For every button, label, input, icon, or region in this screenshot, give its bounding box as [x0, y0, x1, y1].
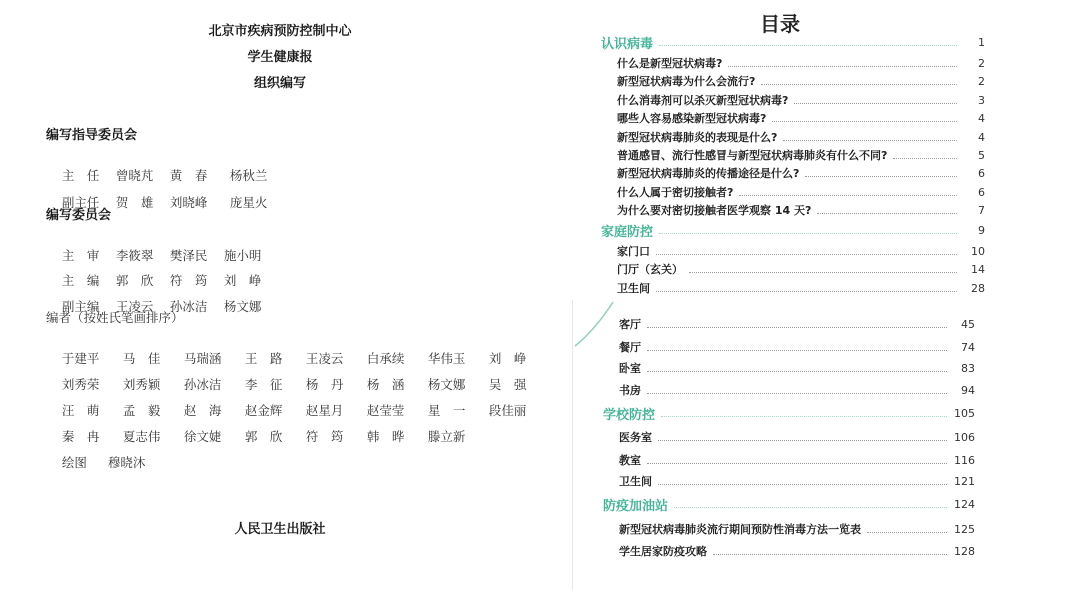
toc-entry-label: 医务室 — [619, 431, 652, 444]
page-divider — [572, 300, 573, 590]
toc-leader-dots — [647, 350, 947, 351]
toc-page-number: 124 — [954, 497, 975, 511]
org-line-1: 北京市疾病预防控制中心 — [208, 24, 352, 39]
toc-entry — [617, 109, 985, 127]
toc-entry-label: 餐厅 — [619, 341, 641, 354]
toc-entry-label: 为什么要对密切接触者医学观察 14 天? — [617, 204, 812, 217]
toc-page-number: 2 — [978, 74, 985, 88]
edit-committee-heading: 编写委员会 — [46, 208, 112, 223]
toc-title: 目录 — [760, 12, 800, 36]
toc-entry-label: 什么消毒剂可以杀灭新型冠状病毒? — [617, 94, 789, 107]
toc-leader-dots — [713, 554, 947, 555]
toc-page-number: 116 — [954, 453, 975, 467]
toc-entry-label: 教室 — [619, 454, 641, 467]
toc-page-number: 4 — [978, 111, 985, 125]
toc-entry-label: 门厅（玄关） — [617, 263, 683, 276]
org-line-2: 学生健康报 — [247, 50, 313, 65]
toc-entry — [619, 472, 975, 490]
toc-leader-dots — [728, 66, 957, 67]
toc-page-number: 10 — [971, 244, 985, 258]
toc-page-number: 128 — [954, 544, 975, 558]
toc-entry — [617, 260, 985, 278]
toc-entry-label: 新型冠状病毒肺炎的表现是什么? — [617, 131, 778, 144]
toc-page-number: 28 — [971, 281, 985, 295]
toc-entry — [619, 428, 975, 446]
toc-entry-label: 哪些人容易感染新型冠状病毒? — [617, 112, 767, 125]
toc-entry — [617, 128, 985, 146]
toc-entry-label: 认识病毒 — [601, 36, 654, 52]
toc-page-number: 121 — [954, 474, 975, 488]
toc-entry — [619, 315, 975, 333]
toc-entry — [619, 381, 975, 399]
toc-leader-dots — [794, 103, 957, 104]
toc-page-number: 45 — [961, 317, 975, 331]
toc-leader-dots — [805, 176, 957, 177]
authors-row-4: 秦 冉 夏志伟 徐文婕 郭 欣 符 筠 韩 晔 滕立新 — [61, 429, 466, 444]
toc-leader-dots — [656, 254, 957, 255]
toc-page-number: 94 — [961, 383, 975, 397]
toc-entry-label: 家门口 — [617, 245, 650, 258]
toc-page-number: 6 — [978, 166, 985, 180]
toc-entry-label: 卧室 — [619, 362, 641, 375]
toc-entry — [617, 146, 985, 164]
edit-row-1: 主 审 李筱翠 樊泽民 施小明 — [61, 248, 262, 263]
toc-leader-dots — [647, 371, 947, 372]
toc-entry-label: 学生居家防疫攻略 — [619, 545, 707, 558]
toc-entry-label: 新型冠状病毒肺炎流行期间预防性消毒方法一览表 — [619, 523, 861, 536]
toc-page-number: 2 — [978, 56, 985, 70]
illustrator-row: 绘图 穆晓沐 — [61, 455, 146, 470]
toc-leader-dots — [658, 484, 947, 485]
toc-leader-dots — [761, 84, 957, 85]
toc-entry-label: 卫生间 — [619, 475, 652, 488]
toc-page-number: 74 — [961, 340, 975, 354]
guide-row-2: 副主任 贺 雄 刘晓峰 庞星火 — [61, 195, 268, 210]
toc-leader-dots — [658, 440, 947, 441]
toc-section-heading — [601, 33, 985, 51]
toc-entry — [617, 72, 985, 90]
toc-entry-label: 什么人属于密切接触者? — [617, 186, 734, 199]
toc-page-number: 14 — [971, 262, 985, 276]
guide-committee-heading: 编写指导委员会 — [46, 128, 138, 143]
toc-entry-label: 什么是新型冠状病毒? — [617, 57, 723, 70]
toc-entry-label: 普通感冒、流行性感冒与新型冠状病毒肺炎有什么不同? — [617, 149, 888, 162]
toc-entry — [617, 279, 985, 297]
toc-entry-label: 客厅 — [619, 318, 641, 331]
toc-page-number: 1 — [978, 35, 985, 49]
toc-leader-dots — [674, 507, 947, 508]
authors-label: 编者（按姓氏笔画排序） — [46, 310, 184, 325]
toc-page-number: 106 — [954, 430, 975, 444]
toc-entry — [619, 338, 975, 356]
toc-entry-label: 书房 — [619, 384, 641, 397]
toc-entry — [617, 164, 985, 182]
toc-entry — [617, 91, 985, 109]
toc-page-number: 105 — [954, 406, 975, 420]
toc-entry — [619, 451, 975, 469]
toc-leader-dots — [817, 213, 957, 214]
toc-leader-dots — [867, 532, 947, 533]
toc-entry — [619, 520, 975, 538]
toc-leader-dots — [772, 121, 957, 122]
toc-entry-label: 家庭防控 — [601, 224, 654, 240]
toc-section-heading — [601, 221, 985, 239]
toc-entry — [617, 183, 985, 201]
toc-entry — [617, 201, 985, 219]
toc-page-number: 6 — [978, 185, 985, 199]
toc-leader-dots — [647, 393, 947, 394]
authors-row-3: 汪 萌 孟 毅 赵 海 赵金辉 赵星月 赵莹莹 星 一 段佳丽 — [61, 403, 527, 418]
guide-row-1: 主 任 曾晓芃 黄 春 杨秋兰 — [61, 168, 268, 183]
toc-page-number: 125 — [954, 522, 975, 536]
toc-leader-dots — [893, 158, 957, 159]
toc-leader-dots — [661, 416, 947, 417]
toc-leader-dots — [689, 272, 957, 273]
authors-row-1: 于建平 马 佳 马瑞涵 王 路 王凌云 白承续 华伟玉 刘 峥 — [61, 351, 527, 366]
toc-entry-label: 卫生间 — [617, 282, 650, 295]
toc-section-heading — [603, 495, 975, 513]
edit-row-3: 副主编 王凌云 孙冰洁 杨文娜 — [61, 299, 262, 314]
toc-page-number: 4 — [978, 130, 985, 144]
toc-leader-dots — [647, 463, 947, 464]
toc-entry-label: 新型冠状病毒为什么会流行? — [617, 75, 756, 88]
toc-entry — [617, 242, 985, 260]
toc-leader-dots — [659, 45, 957, 46]
toc-section-heading — [603, 404, 975, 422]
toc-entry-label: 学校防控 — [603, 407, 656, 423]
toc-leader-dots — [659, 233, 957, 234]
toc-entry — [617, 54, 985, 72]
toc-leader-dots — [739, 195, 957, 196]
toc-page-number: 3 — [978, 93, 985, 107]
org-line-3: 组织编写 — [253, 76, 306, 91]
toc-page-number: 9 — [978, 223, 985, 237]
toc-leader-dots — [647, 327, 947, 328]
toc-page-number: 83 — [961, 361, 975, 375]
toc-page-number: 7 — [978, 203, 985, 217]
toc-page-number: 5 — [978, 148, 985, 162]
toc-entry-label: 防疫加油站 — [603, 498, 669, 514]
toc-entry — [619, 542, 975, 560]
authors-row-2: 刘秀荣 刘秀颖 孙冰洁 李 征 杨 丹 杨 涵 杨文娜 吴 强 — [61, 377, 527, 392]
toc-leader-dots — [656, 291, 957, 292]
toc-entry-label: 新型冠状病毒肺炎的传播途径是什么? — [617, 167, 800, 180]
toc-page — [575, 0, 1080, 600]
toc-entry — [619, 359, 975, 377]
toc-leader-dots — [783, 140, 957, 141]
edit-row-2: 主 编 郭 欣 符 筠 刘 峥 — [61, 273, 262, 288]
publisher: 人民卫生出版社 — [234, 522, 326, 537]
